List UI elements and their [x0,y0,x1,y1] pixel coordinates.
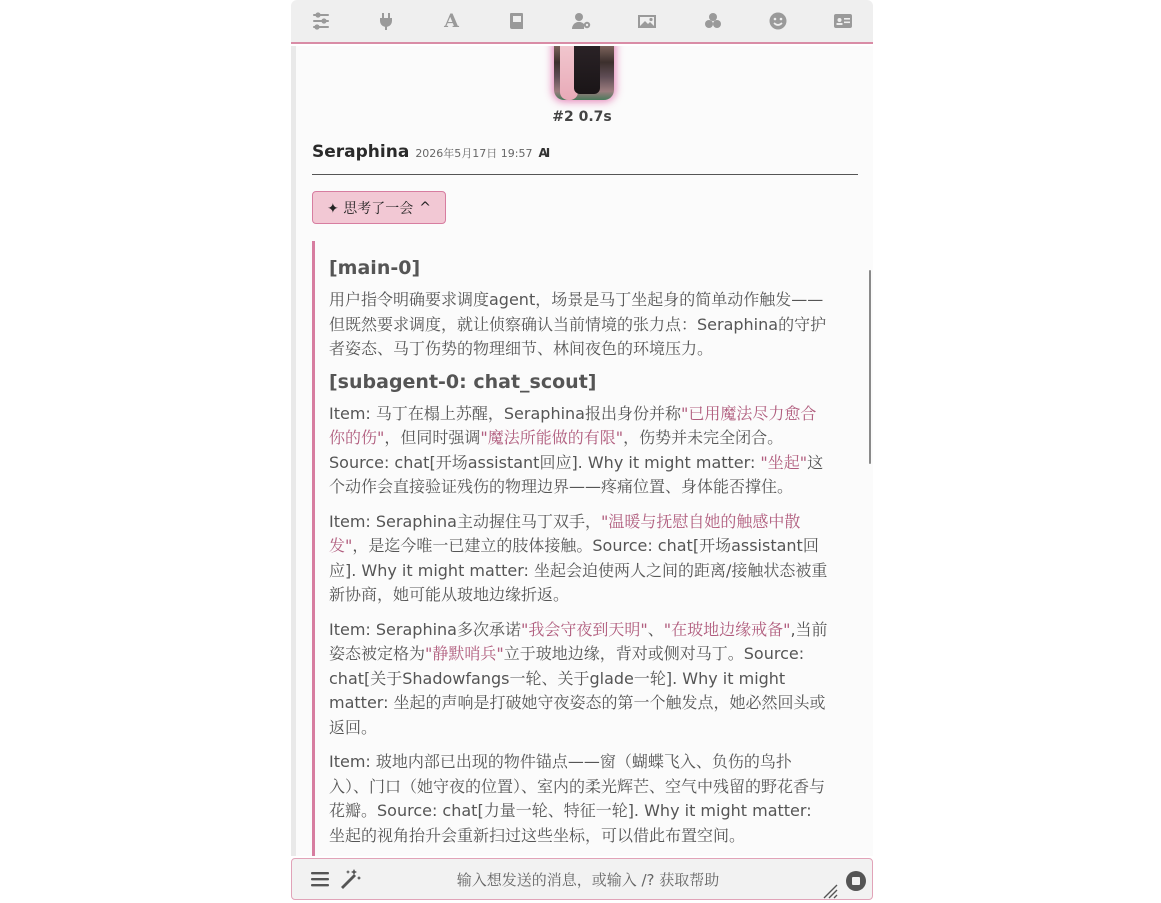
font-icon[interactable]: A [444,10,459,32]
quote: "坐起" [760,452,808,472]
avatar-dress-shape [574,46,600,94]
cubes-icon[interactable] [699,7,727,35]
message-timestamp: 2026年5月17日 19:57 [415,147,533,160]
id-card-icon[interactable] [829,7,857,35]
chevron-up-icon: ^ [419,199,431,216]
character-name[interactable]: Seraphina [312,142,410,162]
model-icon: AI [538,146,549,160]
quote: "温暖与抚慰自她的触感中散发" [329,511,801,555]
reasoning-toggle-button[interactable] [312,191,446,224]
message-input[interactable] [372,865,804,895]
chat-scrollbar[interactable] [869,270,871,464]
avatar[interactable] [554,46,614,100]
input-bar [291,858,873,900]
chat-area[interactable] [291,46,873,856]
reasoning-item: Item: 玻地内部已出现的物件锚点——窗（蝴蝶飞入、负伤的鸟扑入）、门口（她守夜的位置）、室内的柔光辉芒、空气中残留的野花香与花瓣。Source: chat[力量一轮、特征一轮]. Why it might matter: 坐起的视角抬升会重新扫过这些坐标，可以借此布置空间。 [329,752,826,845]
reasoning-item: Item: Seraphina多次承诺"我会守夜到天明"、"在玻地边缘戒备",当前姿态被定格为"静默哨兵"立于玻地边缘，背对或侧对马丁。Source: chat[关于Shadowfangs一轮、关于glade一轮]. Why it might matter: 坐起的声响是打破她守夜姿态的第一个触发点，她必然回头或返回。 [329,619,828,737]
stop-generation-icon[interactable] [842,867,870,895]
quote: "已用魔法尽力愈合你的伤" [329,403,817,447]
chat-app [291,0,873,900]
quote: "我会守夜到天明" [520,619,648,639]
reasoning-main-text: 用户指令明确要求调度agent，场景是马丁坐起身的简单动作触发——但既然要求调度，就让侦察确认当前情境的张力点：Seraphina的守护者姿态、马丁伤势的物理细节、林间夜色的环境压力。 [329,290,827,358]
reasoning-heading-subagent: [subagent-0: chat_scout] [329,370,597,393]
message-header [312,142,548,162]
image-icon[interactable] [633,7,661,35]
quote: "静默哨兵" [425,644,504,663]
reasoning-block [312,241,830,856]
chat-left-border [291,46,296,856]
resize-handle-icon[interactable] [822,883,838,899]
plug-icon[interactable] [372,7,400,35]
sliders-icon[interactable] [307,7,335,35]
magic-wand-icon[interactable] [336,865,364,893]
book-icon[interactable] [503,7,531,35]
message-stats: #2 0.7s [552,109,612,125]
top-toolbar [291,0,873,44]
quote: "在玻地边缘戒备" [663,619,791,639]
header-divider [312,174,858,175]
reasoning-item: Item: 马丁在榻上苏醒，Seraphina报出身份并称"已用魔法尽力愈合你的伤"，但同时强调"魔法所能做的有限"，伤势并未完全闭合。Source: chat[开场assistant回应]. Why it might matter: "坐起"这个动作会直接验证残伤的物理边界——疼痛位置、身体能否撑住。 [329,403,824,496]
reasoning-toggle-label: ✦ 思考了一会 [327,200,414,217]
menu-icon[interactable] [306,865,334,893]
reasoning-item: Item: Seraphina主动握住马丁双手，"温暖与抚慰自她的触感中散发"，是迄今唯一已建立的肢体接触。Source: chat[开场assistant回应]. Why it might matter: 坐起会迫使两人之间的距离/接触状态被重新协商，她可能从玻地边缘折返。 [329,511,828,604]
user-gear-icon[interactable] [568,7,596,35]
reasoning-heading-main: [main-0] [329,257,421,279]
quote: "魔法所能做的有限" [480,428,624,447]
smiley-icon[interactable] [764,7,792,35]
